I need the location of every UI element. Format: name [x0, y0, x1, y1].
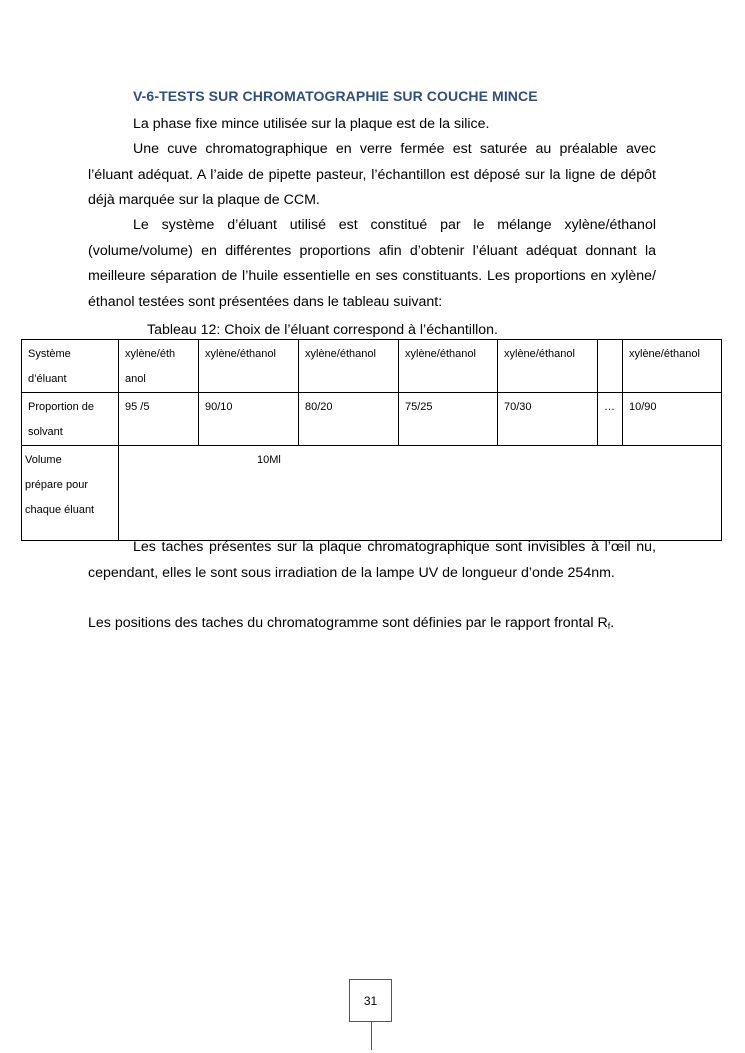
section-heading: V-6-TESTS SUR CHROMATOGRAPHIE SUR COUCHE MINCE [133, 88, 538, 104]
table-cell: xylène/éthanol [399, 340, 498, 393]
table-caption: Tableau 12: Choix de l’éluant correspond à l’échantillon. [147, 322, 498, 338]
table-cell: … [598, 393, 623, 446]
table-cell: 90/10 [199, 393, 299, 446]
table-cell: 80/20 [299, 393, 399, 446]
paragraph-uv-detection: Les taches présentes sur la plaque chromatographique sont invisibles à l’œil nu, cependant, elles le sont sous irradiation de la lampe UV de longueur d’onde 254nm. [88, 539, 656, 581]
table-row-eluent-system [22, 340, 722, 393]
row-label-solvent-proportion: Proportion de solvant [22, 393, 119, 446]
table-cell: xylène/éthanol [498, 340, 598, 393]
row-label-eluent-system: Système d’éluant [22, 340, 119, 393]
table-cell: 10/90 [623, 393, 722, 446]
table-cell: xylène/éthanol [299, 340, 399, 393]
table-cell: 75/25 [399, 393, 498, 446]
table-cell: 70/30 [498, 393, 598, 446]
table-row-solvent-proportion [22, 393, 722, 446]
page-number-line [371, 1022, 372, 1050]
table-cell: xylène/éthanol [199, 340, 299, 393]
page-number: 31 [349, 979, 392, 1022]
volume-value-cell: 10Ml [119, 446, 722, 541]
table-row-volume [22, 446, 722, 541]
paragraph-rf-definition: Les positions des taches du chromatogramme sont définies par le rapport frontal $R_f$. [88, 615, 615, 631]
row-label-volume: Volume prépare pour chaque éluant [22, 446, 119, 541]
paragraph-tank-saturation: Une cuve chromatographique en verre fermée est saturée au préalable avec l’éluant adéquat. A l’aide de pipette pasteur, l’échantillon est déposé sur la ligne de dépôt déjà marquée sur la plaque de CCM. [88, 141, 656, 208]
paragraph-stationary-phase: La phase fixe mince utilisée sur la plaque est de la silice. [133, 116, 490, 132]
rf-subscript: f [607, 621, 611, 631]
eluent-table [21, 339, 722, 541]
table-cell [598, 340, 623, 393]
table-cell: xylène/éthanol [623, 340, 722, 393]
table-cell: xylène/éth anol [119, 340, 199, 393]
paragraph-eluent-system: Le système d’éluant utilisé est constitué par le mélange xylène/éthanol (volume/volume) en différentes proportions afin d’obtenir l’éluant adéquat donnant la meilleure séparation de l’huile essentielle en ses constituants. Les proportions en xylène/éthanol testées sont présentées dans le tableau suivant: [88, 217, 656, 310]
table-cell: 95 /5 [119, 393, 199, 446]
